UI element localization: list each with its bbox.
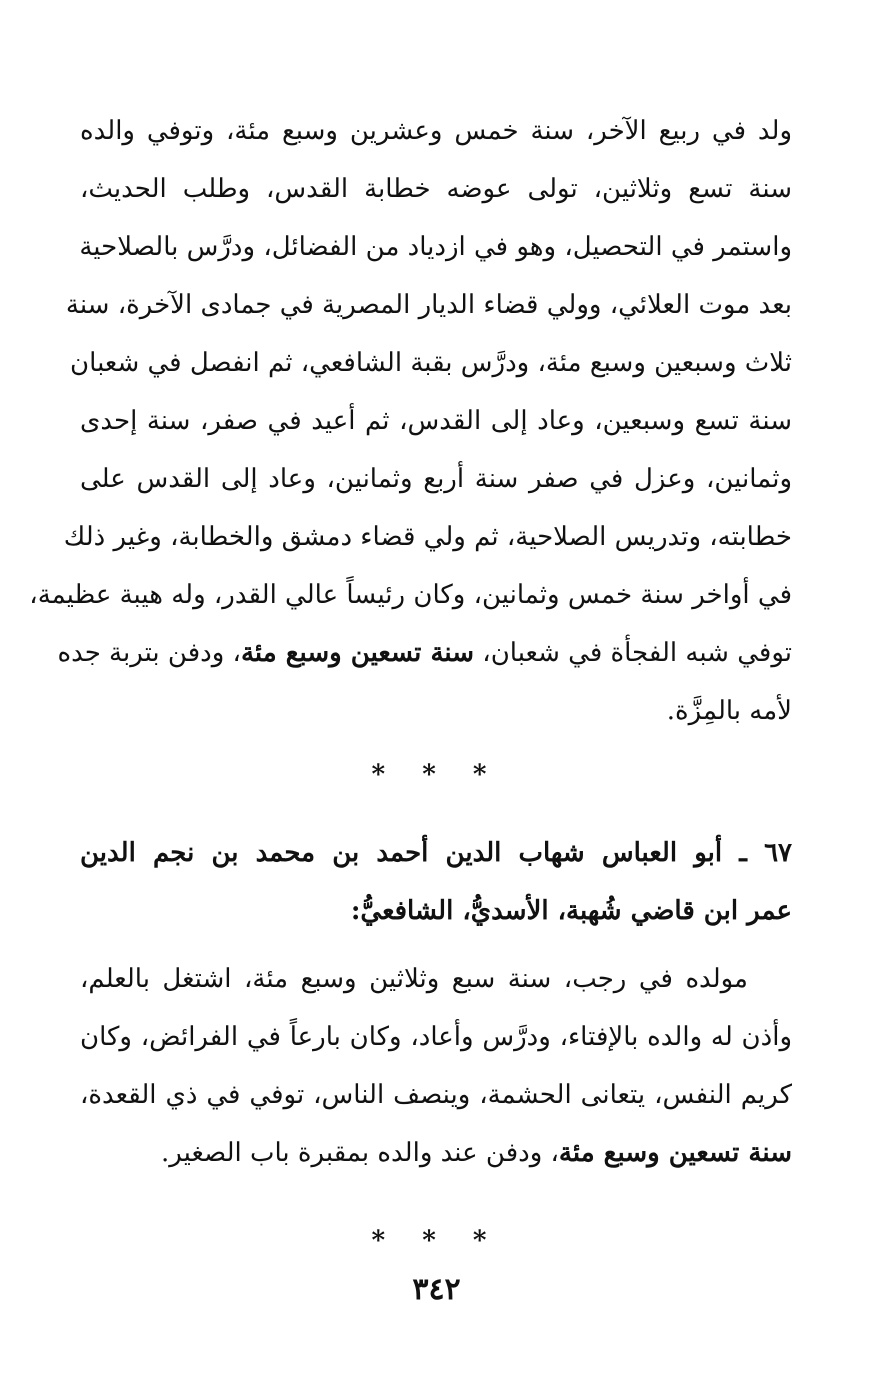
text-segment: ، ودفن عند والده بمقبرة باب الصغير. bbox=[161, 1138, 559, 1168]
section-separator: * * * bbox=[371, 1226, 501, 1256]
paragraph-biography bbox=[29, 102, 792, 740]
text-line: مولده في رجب، سنة سبع وثلاثين وسبع مئة، اشتغل بالعلم، bbox=[80, 964, 748, 994]
text-segment: توفي شبه الفجأة في شعبان، bbox=[474, 638, 792, 668]
page-number: ٣٤٢ bbox=[412, 1272, 461, 1307]
text-line: بعد موت العلائي، وولي قضاء الديار المصرية في جمادى الآخرة، سنة bbox=[65, 290, 792, 320]
text-line: وثمانين، وعزل في صفر سنة أربع وثمانين، وعاد إلى القدس على bbox=[80, 464, 792, 494]
text-line-death bbox=[57, 624, 792, 682]
page-body bbox=[29, 102, 792, 1270]
text-line: وأذن له والده بالإفتاء، ودرَّس وأعاد، وكان بارعاً في الفرائض، وكان bbox=[80, 1022, 792, 1052]
text-line: ثلاث وسبعين وسبع مئة، ودرَّس بقبة الشافعي، ثم انفصل في شعبان bbox=[70, 348, 792, 378]
text-line: كريم النفس، يتعانى الحشمة، وينصف الناس، توفي في ذي القعدة، bbox=[80, 1080, 792, 1110]
text-line-death bbox=[80, 1124, 792, 1182]
death-year-bold: سنة تسعين وسبع مئة bbox=[558, 1138, 792, 1168]
text-line: خطابته، وتدريس الصلاحية، ثم ولي قضاء دمشق والخطابة، وغير ذلك bbox=[63, 522, 792, 552]
text-line: لأمه بالمِزَّة. bbox=[666, 696, 792, 726]
text-line: واستمر في التحصيل، وهو في ازدياد من الفضائل، ودرَّس بالصلاحية bbox=[79, 232, 792, 262]
entry-body bbox=[80, 950, 792, 1182]
entry-heading-line: عمر ابن قاضي شُهبة، الأسديُّ، الشافعيُّ: bbox=[350, 896, 792, 926]
text-segment: ، ودفن بتربة جده bbox=[57, 638, 241, 668]
text-line: ولد في ربيع الآخر، سنة خمس وعشرين وسبع مئة، وتوفي والده bbox=[80, 116, 792, 146]
text-line: في أواخر سنة خمس وثمانين، وكان رئيساً عالي القدر، وله هيبة عظيمة، bbox=[29, 580, 792, 610]
entry-heading bbox=[80, 824, 792, 940]
text-line: سنة تسع وثلاثين، تولى عوضه خطابة القدس، وطلب الحديث، bbox=[80, 174, 792, 204]
entry-heading-line: ٦٧ ـ أبو العباس شهاب الدين أحمد بن محمد بن نجم الدين bbox=[80, 838, 792, 868]
death-year-bold: سنة تسعين وسبع مئة bbox=[240, 638, 475, 668]
section-separator: * * * bbox=[371, 760, 501, 790]
text-line: سنة تسع وسبعين، وعاد إلى القدس، ثم أعيد في صفر، سنة إحدى bbox=[80, 406, 792, 436]
